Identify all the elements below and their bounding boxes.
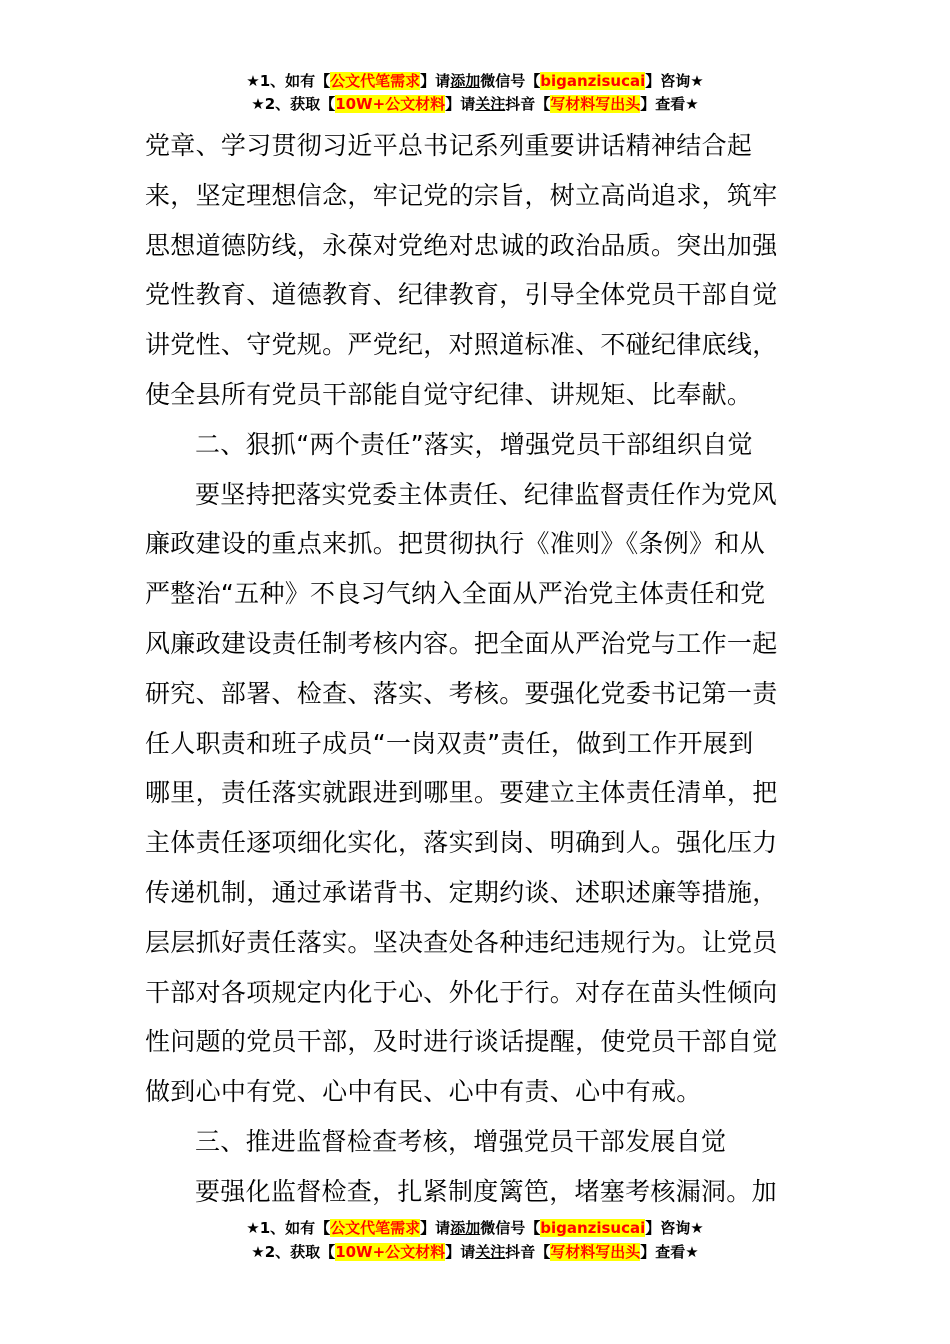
header-ad-line-1 bbox=[0, 70, 950, 92]
header-l1-suffix: 】咨询★ bbox=[645, 72, 704, 90]
header-l1-wechat-id: biganzisucai bbox=[540, 72, 646, 90]
body-line: 严整治“五种》不良习气纳入全面从严治党主体责任和党 bbox=[145, 579, 766, 609]
body-line: 党章、学习贯彻习近平总书记系列重要讲话精神结合起 bbox=[145, 131, 753, 160]
body-line: 任人职责和班子成员“一岗双责”责任，做到工作开展到 bbox=[145, 728, 754, 758]
header-l1-please: 】请 bbox=[420, 72, 451, 90]
header-l1-highlight-service: 公文代笔需求 bbox=[330, 72, 421, 90]
header-l2-prefix: ★2、获取【 bbox=[251, 95, 336, 113]
body-line: 性问题的党员干部，及时进行谈话提醒，使党员干部自觉 bbox=[145, 1027, 778, 1057]
body-line: 风廉政建设责任制考核内容。把全面从严治党与工作一起 bbox=[145, 628, 778, 658]
header-l2-highlight-materials: 10W+公文材料 bbox=[335, 95, 446, 113]
header-ad-line-2 bbox=[0, 93, 950, 115]
footer-l1-suffix: 】咨询★ bbox=[645, 1219, 704, 1237]
header-l2-follow: 关注 bbox=[475, 95, 506, 113]
body-line: 使全县所有党员干部能自觉守纪律、讲规矩、比奉献。 bbox=[145, 379, 753, 409]
footer-ad-line-2 bbox=[0, 1241, 950, 1263]
body-line: 要坚持把落实党委主体责任、纪律监督责任作为党风 bbox=[195, 479, 777, 509]
footer-l2-douyin: 抖音【 bbox=[505, 1243, 551, 1261]
footer-l2-prefix: ★2、获取【 bbox=[251, 1243, 336, 1261]
footer-l2-douyin-id: 写材料写出头 bbox=[550, 1243, 641, 1261]
footer-l1-wechat-id: biganzisucai bbox=[540, 1219, 646, 1237]
footer-l2-highlight-materials: 10W+公文材料 bbox=[335, 1243, 446, 1261]
header-l2-douyin-id: 写材料写出头 bbox=[550, 95, 641, 113]
body-line: 思想道德防线，永葆对党绝对忠诚的政治品质。突出加强 bbox=[145, 230, 778, 260]
header-l1-add: 添加 bbox=[450, 72, 481, 90]
body-line: 廉政建设的重点来抓。把贯彻执行《准则》《条例》和从 bbox=[145, 529, 766, 559]
footer-l1-prefix: ★1、如有【 bbox=[246, 1219, 331, 1237]
footer-l1-please: 】请 bbox=[420, 1219, 451, 1237]
header-l2-douyin: 抖音【 bbox=[505, 95, 551, 113]
header-l1-prefix: ★1、如有【 bbox=[246, 72, 331, 90]
body-line: 层层抓好责任落实。坚决查处各种违纪违规行为。让党员 bbox=[145, 927, 778, 957]
footer-l1-highlight-service: 公文代笔需求 bbox=[330, 1219, 421, 1237]
header-l2-suffix: 】查看★ bbox=[640, 95, 699, 113]
body-line: 做到心中有党、心中有民、心中有责、心中有戒。 bbox=[145, 1077, 702, 1107]
footer-l2-suffix: 】查看★ bbox=[640, 1243, 699, 1261]
body-line: 要强化监督检查，扎紧制度篱笆，堵塞考核漏洞。加 bbox=[195, 1176, 777, 1206]
footer-ad-line-1 bbox=[0, 1217, 950, 1239]
footer-l2-please: 】请 bbox=[445, 1243, 476, 1261]
section-heading-3: 三、推进监督检查考核，增强党员干部发展自觉 bbox=[195, 1126, 727, 1156]
body-line: 党性教育、道德教育、纪律教育，引导全体党员干部自觉 bbox=[145, 280, 778, 310]
body-line: 讲党性、守党规。严党纪，对照道标准、不碰纪律底线， bbox=[145, 330, 778, 360]
body-line: 传递机制，通过承诺背书、定期约谈、述职述廉等措施， bbox=[145, 877, 778, 907]
body-line: 干部对各项规定内化于心、外化于行。对存在苗头性倾向 bbox=[145, 977, 778, 1007]
footer-l1-wechat: 微信号【 bbox=[480, 1219, 541, 1237]
body-line: 哪里，责任落实就跟进到哪里。要建立主体责任清单，把 bbox=[145, 778, 778, 808]
header-l1-wechat: 微信号【 bbox=[480, 72, 541, 90]
section-heading-2: 二、狠抓“两个责任”落实，增强党员干部组织自觉 bbox=[195, 429, 753, 459]
body-line: 主体责任逐项细化实化，落实到岗、明确到人。强化压力 bbox=[145, 828, 778, 858]
footer-l2-follow: 关注 bbox=[475, 1243, 506, 1261]
document-body bbox=[145, 121, 805, 1217]
body-line: 来，坚定理想信念，牢记党的宗旨，树立高尚追求，筑牢 bbox=[145, 180, 778, 210]
header-l2-please: 】请 bbox=[445, 95, 476, 113]
footer-l1-add: 添加 bbox=[450, 1219, 481, 1237]
body-line: 研究、部署、检查、落实、考核。要强化党委书记第一责 bbox=[145, 678, 778, 708]
